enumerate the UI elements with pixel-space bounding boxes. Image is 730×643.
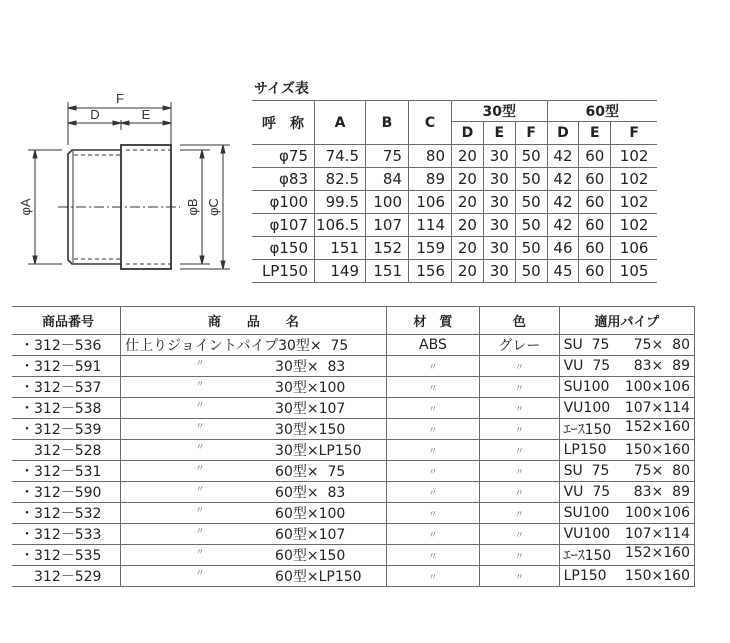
size-cell-e30: 30: [483, 214, 515, 237]
product-row: [12, 503, 695, 524]
size-cell-C: 114: [409, 214, 452, 237]
product-row: [12, 545, 695, 566]
size-cell-d30: 20: [452, 191, 484, 214]
size-table-title: サイズ表: [254, 81, 309, 97]
size-cell-f60: 102: [611, 191, 657, 214]
size-cell-f60: 102: [611, 168, 657, 191]
product-name-size: 60型×LP150: [275, 569, 362, 585]
product-code: ・312－539: [12, 419, 121, 440]
pipe-size: 152×160: [624, 419, 690, 435]
product-pipe: [559, 545, 694, 566]
product-name-size: 60型× 75: [275, 464, 346, 480]
header-nominal: 呼 称: [252, 101, 315, 145]
product-name: [121, 335, 387, 356]
pipe-type: LP150: [563, 442, 607, 458]
size-cell-nominal: φ107: [252, 214, 315, 237]
pipe-size: 75× 80: [633, 463, 690, 479]
product-material: 〃: [386, 419, 480, 440]
product-name-prefix: 〃: [195, 401, 205, 411]
product-name-prefix: 〃: [195, 485, 205, 495]
product-name-prefix: 〃: [195, 464, 205, 474]
size-cell-B: 84: [366, 168, 409, 191]
product-pipe: [559, 356, 694, 377]
size-cell-d30: 20: [452, 145, 484, 168]
size-cell-A: 149: [315, 260, 366, 283]
product-name-size: 30型×100: [275, 380, 346, 396]
size-cell-nominal: φ83: [252, 168, 315, 191]
product-color: 〃: [480, 461, 559, 482]
product-pipe: [559, 461, 694, 482]
product-name-size: 60型×100: [275, 506, 346, 522]
size-cell-C: 106: [409, 191, 452, 214]
product-color: 〃: [480, 356, 559, 377]
size-cell-f60: 105: [611, 260, 657, 283]
product-code: ・312－590: [12, 482, 121, 503]
size-cell-d30: 20: [452, 168, 484, 191]
pipe-size: 150×160: [624, 442, 690, 458]
size-table-row: [252, 237, 657, 260]
product-color: 〃: [480, 566, 559, 587]
product-row: [12, 440, 695, 461]
product-code: ・312－531: [12, 461, 121, 482]
size-cell-A: 82.5: [315, 168, 366, 191]
size-table-row: [252, 145, 657, 168]
pipe-type: SU100: [563, 505, 610, 521]
size-cell-e60: 60: [579, 191, 611, 214]
product-code: ・312－538: [12, 398, 121, 419]
size-table: [252, 100, 657, 283]
size-cell-e60: 60: [579, 145, 611, 168]
product-material: 〃: [386, 461, 480, 482]
pipe-type: VU100: [563, 526, 611, 542]
size-cell-f60: 102: [611, 145, 657, 168]
header-code: 商品番号: [12, 307, 121, 335]
product-color: 〃: [480, 524, 559, 545]
product-color: 〃: [480, 419, 559, 440]
size-cell-B: 100: [366, 191, 409, 214]
size-cell-d60: 45: [547, 260, 579, 283]
pipe-size: 152×160: [624, 545, 690, 561]
product-name-prefix: 〃: [195, 569, 205, 579]
size-cell-C: 89: [409, 168, 452, 191]
product-code: ・312－536: [12, 335, 121, 356]
size-cell-A: 99.5: [315, 191, 366, 214]
header-material: 材 質: [386, 307, 480, 335]
header-F30: F: [515, 122, 547, 145]
size-cell-e30: 30: [483, 168, 515, 191]
product-table: [12, 306, 695, 587]
product-material: 〃: [386, 377, 480, 398]
product-material: 〃: [386, 545, 480, 566]
size-cell-B: 152: [366, 237, 409, 260]
pipe-size: 107×114: [624, 400, 690, 416]
size-cell-f30: 50: [515, 260, 547, 283]
product-name: [121, 398, 387, 419]
size-cell-f30: 50: [515, 191, 547, 214]
product-color: 〃: [480, 482, 559, 503]
header-60type: 60型: [547, 101, 657, 122]
product-material: 〃: [386, 566, 480, 587]
size-cell-f30: 50: [515, 237, 547, 260]
product-name-prefix: 〃: [195, 548, 205, 558]
size-cell-A: 106.5: [315, 214, 366, 237]
header-F60: F: [611, 122, 657, 145]
product-name-prefix: 〃: [195, 443, 205, 453]
product-name-size: 60型× 83: [275, 485, 346, 501]
label-E: E: [141, 107, 151, 122]
pipe-size: 100×106: [624, 379, 690, 395]
product-name-size: 60型×107: [275, 527, 346, 543]
product-material: 〃: [386, 356, 480, 377]
header-color: 色: [480, 307, 559, 335]
pipe-type: VU 75: [563, 358, 611, 374]
size-cell-C: 156: [409, 260, 452, 283]
product-code: 312－528: [12, 440, 121, 461]
product-name-prefix: 〃: [195, 359, 205, 369]
header-E60: E: [579, 122, 611, 145]
product-name: [121, 566, 387, 587]
size-cell-e30: 30: [483, 237, 515, 260]
product-material: 〃: [386, 440, 480, 461]
size-cell-d60: 42: [547, 191, 579, 214]
pipe-type: ｴｰｽ150: [563, 548, 612, 564]
product-material: 〃: [386, 503, 480, 524]
product-code: 312－529: [12, 566, 121, 587]
size-table-row: [252, 191, 657, 214]
label-D: D: [90, 107, 100, 122]
size-cell-B: 107: [366, 214, 409, 237]
pipe-size: 150×160: [624, 568, 690, 584]
product-color: 〃: [480, 398, 559, 419]
header-30type: 30型: [452, 101, 548, 122]
size-cell-d60: 42: [547, 145, 579, 168]
product-code: ・312－533: [12, 524, 121, 545]
size-cell-d60: 42: [547, 168, 579, 191]
product-name-size: 30型×LP150: [275, 443, 362, 459]
size-cell-C: 159: [409, 237, 452, 260]
product-material: 〃: [386, 482, 480, 503]
size-cell-B: 151: [366, 260, 409, 283]
product-row: [12, 566, 695, 587]
size-cell-e60: 60: [579, 260, 611, 283]
product-material: ABS: [386, 335, 480, 356]
header-name: 商 品 名: [121, 307, 387, 335]
product-code: ・312－537: [12, 377, 121, 398]
size-cell-e30: 30: [483, 260, 515, 283]
size-cell-nominal: LP150: [252, 260, 315, 283]
product-row: [12, 398, 695, 419]
header-D30: D: [452, 122, 484, 145]
product-name-size: 30型× 83: [275, 359, 346, 375]
product-color: 〃: [480, 377, 559, 398]
product-name: [121, 440, 387, 461]
size-cell-e60: 60: [579, 214, 611, 237]
product-material: 〃: [386, 524, 480, 545]
pipe-size: 107×114: [624, 526, 690, 542]
product-name-size: 60型×150: [275, 548, 346, 564]
product-code: ・312－535: [12, 545, 121, 566]
product-name: [121, 524, 387, 545]
size-cell-d30: 20: [452, 237, 484, 260]
product-row: [12, 419, 695, 440]
pipe-type: SU100: [563, 379, 610, 395]
size-cell-nominal: φ100: [252, 191, 315, 214]
header-D60: D: [547, 122, 579, 145]
product-color: 〃: [480, 545, 559, 566]
product-pipe: [559, 419, 694, 440]
product-color: 〃: [480, 503, 559, 524]
size-cell-e30: 30: [483, 191, 515, 214]
header-C: C: [409, 101, 452, 145]
header-A: A: [315, 101, 366, 145]
product-pipe: [559, 482, 694, 503]
product-name: [121, 356, 387, 377]
size-table-row: [252, 168, 657, 191]
pipe-type: SU 75: [563, 337, 610, 353]
product-material: 〃: [386, 398, 480, 419]
label-phiA: φA: [18, 198, 33, 216]
product-row: [12, 482, 695, 503]
size-cell-C: 80: [409, 145, 452, 168]
size-cell-d60: 46: [547, 237, 579, 260]
size-cell-d30: 20: [452, 214, 484, 237]
product-code: ・312－532: [12, 503, 121, 524]
product-name: [121, 545, 387, 566]
header-pipe: 適用パイプ: [559, 307, 694, 335]
pipe-size: 83× 89: [633, 484, 690, 500]
size-cell-f60: 106: [611, 237, 657, 260]
product-name: [121, 503, 387, 524]
pipe-type: VU 75: [563, 484, 611, 500]
size-cell-e60: 60: [579, 168, 611, 191]
size-cell-f30: 50: [515, 168, 547, 191]
product-pipe: [559, 335, 694, 356]
size-table-row: [252, 214, 657, 237]
size-cell-f30: 50: [515, 214, 547, 237]
product-pipe: [559, 440, 694, 461]
product-name-prefix: 〃: [195, 527, 205, 537]
product-pipe: [559, 398, 694, 419]
pipe-size: 100×106: [624, 505, 690, 521]
size-table-row: [252, 260, 657, 283]
size-cell-e30: 30: [483, 145, 515, 168]
size-cell-e60: 60: [579, 237, 611, 260]
size-cell-d30: 20: [452, 260, 484, 283]
product-name: [121, 482, 387, 503]
product-pipe: [559, 377, 694, 398]
product-name-size: 30型× 75: [278, 338, 349, 354]
product-name: [121, 461, 387, 482]
pipe-type: LP150: [563, 568, 607, 584]
product-name-size: 30型×107: [275, 401, 346, 417]
product-name-prefix: 〃: [195, 380, 205, 390]
product-color: グレー: [480, 335, 559, 356]
product-row: [12, 524, 695, 545]
product-name-prefix: 仕上りジョイントパイプ: [125, 338, 279, 354]
joint-pipe-diagram: [0, 70, 250, 290]
product-row: [12, 377, 695, 398]
pipe-size: 75× 80: [633, 337, 690, 353]
size-cell-d60: 42: [547, 214, 579, 237]
product-name-size: 30型×150: [275, 422, 346, 438]
pipe-type: SU 75: [563, 463, 610, 479]
size-cell-A: 151: [315, 237, 366, 260]
size-cell-f60: 102: [611, 214, 657, 237]
product-row: [12, 461, 695, 482]
product-pipe: [559, 503, 694, 524]
label-F: F: [116, 91, 124, 106]
product-pipe: [559, 566, 694, 587]
product-name: [121, 377, 387, 398]
size-cell-f30: 50: [515, 145, 547, 168]
product-color: 〃: [480, 440, 559, 461]
product-row: [12, 335, 695, 356]
product-pipe: [559, 524, 694, 545]
size-cell-A: 74.5: [315, 145, 366, 168]
label-phiC: φC: [206, 198, 221, 216]
size-cell-nominal: φ150: [252, 237, 315, 260]
product-row: [12, 356, 695, 377]
size-cell-B: 75: [366, 145, 409, 168]
size-cell-nominal: φ75: [252, 145, 315, 168]
product-code: ・312－591: [12, 356, 121, 377]
product-name: [121, 419, 387, 440]
product-name-prefix: 〃: [195, 506, 205, 516]
pipe-type: ｴｰｽ150: [563, 422, 612, 438]
header-E30: E: [483, 122, 515, 145]
pipe-size: 83× 89: [633, 358, 690, 374]
pipe-type: VU100: [563, 400, 611, 416]
label-phiB: φB: [185, 198, 200, 216]
header-B: B: [366, 101, 409, 145]
product-name-prefix: 〃: [195, 422, 205, 432]
